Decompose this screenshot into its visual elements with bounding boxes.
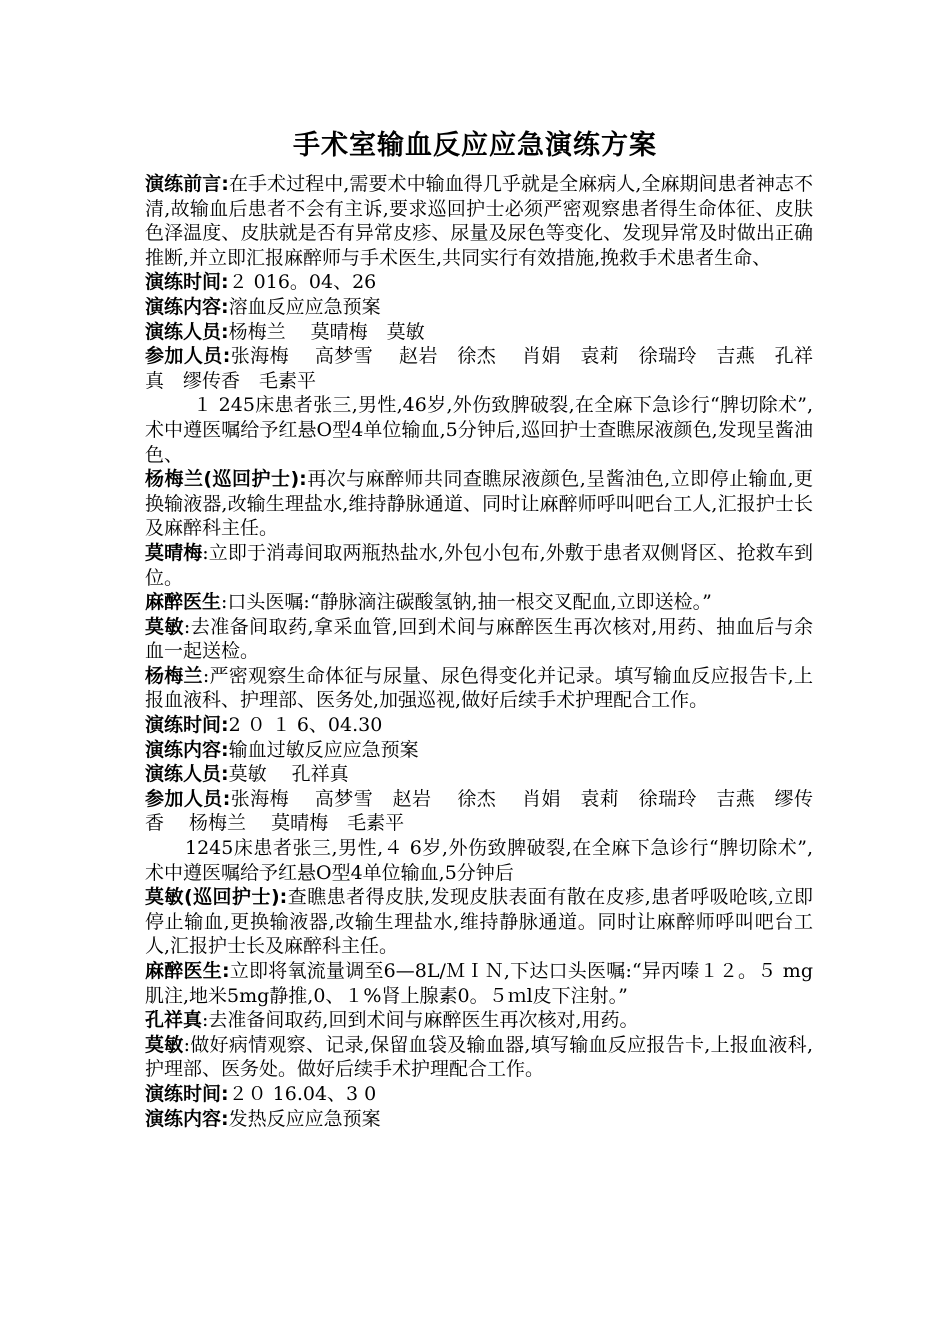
paragraph-text: 莫敏 孔祥真 <box>228 763 349 786</box>
paragraph-label: 演练人员: <box>145 763 229 786</box>
paragraph-label: 莫敏 <box>145 615 184 638</box>
paragraph-drill-staff <box>145 320 813 345</box>
paragraph-text: :去准备间取药,拿采血管,回到术间与麻醉医生再次核对,用药、抽血后与余血一起送检。 <box>145 615 813 663</box>
paragraph-drill-content <box>145 1107 813 1132</box>
document-body <box>145 172 813 1131</box>
paragraph-case <box>145 836 813 885</box>
paragraph-text: :做好病情观察、记录,保留血袋及输血器,填写输血反应报告卡,上报血液科,护理部、医务处。做好后续手术护理配合工作。 <box>145 1033 813 1081</box>
paragraph-text: 发热反应应急预案 <box>228 1107 381 1130</box>
paragraph-text: :立即于消毒间取两瓶热盐水,外包小包布,外敷于患者双侧肾区、抢救车到位。 <box>145 541 813 589</box>
paragraph-label: 演练内容: <box>145 738 229 761</box>
paragraph-label: 演练内容: <box>145 1107 229 1130</box>
page-title: 手术室输血反应应急演练方案 <box>293 130 657 161</box>
paragraph-label: 莫晴梅 <box>145 541 203 564</box>
paragraph-participants <box>145 787 813 836</box>
paragraph-text: 立即将氧流量调至6—8L/ＭＩＮ,下达口头医嘱:“异丙嗪１２。５ mg肌注,地米5mg静推,0、１%肾上腺素0。５ｍl皮下注射。” <box>145 960 813 1007</box>
paragraph-label: 演练时间: <box>145 1082 229 1105</box>
paragraph-participants <box>145 344 813 393</box>
paragraph-text: 杨梅兰 莫晴梅 莫敏 <box>228 320 425 343</box>
paragraph-role <box>145 1033 813 1082</box>
paragraph-text: :去准备间取药,回到术间与麻醉医生再次核对,用药。 <box>202 1009 639 1032</box>
paragraph-label: 演练内容: <box>145 295 229 318</box>
paragraph-drill-content <box>145 295 813 320</box>
paragraph-role <box>145 541 813 590</box>
paragraph-drill-time <box>145 270 813 295</box>
paragraph-role <box>145 959 813 1008</box>
paragraph-preface <box>145 172 813 270</box>
paragraph-label: 麻醉医生 <box>145 591 222 614</box>
paragraph-drill-content <box>145 738 813 763</box>
paragraph-label: 参加人员: <box>145 345 231 368</box>
paragraph-role <box>145 590 813 615</box>
paragraph-drill-time <box>145 1082 813 1107</box>
paragraph-role <box>145 1008 813 1033</box>
paragraph-case <box>145 393 813 467</box>
paragraph-role <box>145 467 813 541</box>
paragraph-label: 演练时间: <box>145 271 229 294</box>
paragraph-role <box>145 664 813 713</box>
paragraph-label: 演练人员: <box>145 320 229 343</box>
paragraph-text: 张海梅 高梦雪 赵岩 徐杰 肖娟 袁莉 徐瑞玲 吉燕 孔祥真 缪传香 毛素平 <box>145 345 813 392</box>
paragraph-text: 溶血反应应急预案 <box>228 295 381 318</box>
paragraph-drill-time <box>145 713 813 738</box>
paragraph-label: 孔祥真 <box>145 1009 203 1032</box>
paragraph-role <box>145 885 813 959</box>
paragraph-role <box>145 615 813 664</box>
paragraph-text: 张海梅 高梦雪 赵岩 徐杰 肖娟 袁莉 徐瑞玲 吉燕 缪传香 杨梅兰 莫晴梅 毛素平 <box>145 787 813 835</box>
paragraph-drill-staff <box>145 762 813 787</box>
paragraph-text: ２０ 16.04、3 0 <box>228 1082 377 1105</box>
paragraph-text: 再次与麻醉师共同查瞧尿液颜色,呈酱油色,立即停止输血,更换输液器,改输生理盐水,维持静脉通道、同时让麻醉师呼叫吧台工人,汇报护士长及麻醉科主任。 <box>145 468 814 540</box>
paragraph-text: 在手术过程中,需要术中输血得几乎就是全麻病人,全麻期间患者神志不清,故输血后患者不会有主诉,要求巡回护士必须严密观察患者得生命体征、皮肤色泽温度、皮肤就是否有异常皮疹、尿量及尿色等变化、发现异常及时做出正确推断,并立即汇报麻醉师与手术医生,共同实行有效措施,挽救手术患者生命、 <box>145 173 813 269</box>
paragraph-label: 演练时间: <box>145 714 229 737</box>
paragraph-text: １ 245床患者张三,男性,46岁,外伤致脾破裂,在全麻下急诊行“脾切除术”,术中遵医嘱给予红悬O型4单位输血,5分钟后,巡回护士查瞧尿液颜色,发现呈酱油色、 <box>145 394 813 466</box>
paragraph-label: 演练前言: <box>145 173 229 195</box>
paragraph-text: 1245床患者张三,男性,４ 6岁,外伤致脾破裂,在全麻下急诊行“脾切除术”,术中遵医嘱给予红悬O型4单位输血,5分钟后 <box>145 837 813 884</box>
paragraph-label: 麻醉医生: <box>145 960 230 982</box>
paragraph-text: 2 ０ １ 6、04.30 <box>228 714 383 737</box>
paragraph-label: 杨梅兰(巡回护士): <box>145 468 307 491</box>
paragraph-text: 查瞧患者得皮肤,发现皮肤表面有散在皮疹,患者呼吸呛咳,立即停止输血,更换输液器,改输生理盐水,维持静脉通道。同时让麻醉师呼叫吧台工人,汇报护士长及麻醉科主任。 <box>145 886 814 958</box>
paragraph-text: :口头医嘱:“静脉滴注碳酸氢钠,抽一根交叉配血,立即送检。” <box>221 591 712 614</box>
paragraph-label: 莫敏(巡回护士): <box>145 886 288 909</box>
paragraph-label: 莫敏 <box>145 1033 184 1056</box>
paragraph-text: 输血过敏反应应急预案 <box>228 738 419 761</box>
paragraph-label: 杨梅兰 <box>145 664 203 687</box>
paragraph-text: :严密观察生命体征与尿量、尿色得变化并记录。填写输血反应报告卡,上报血液科、护理部、医务处,加强巡视,做好后续手术护理配合工作。 <box>145 664 813 712</box>
paragraph-label: 参加人员: <box>145 787 231 810</box>
paragraph-text: ２ 016。04、26 <box>228 271 377 294</box>
